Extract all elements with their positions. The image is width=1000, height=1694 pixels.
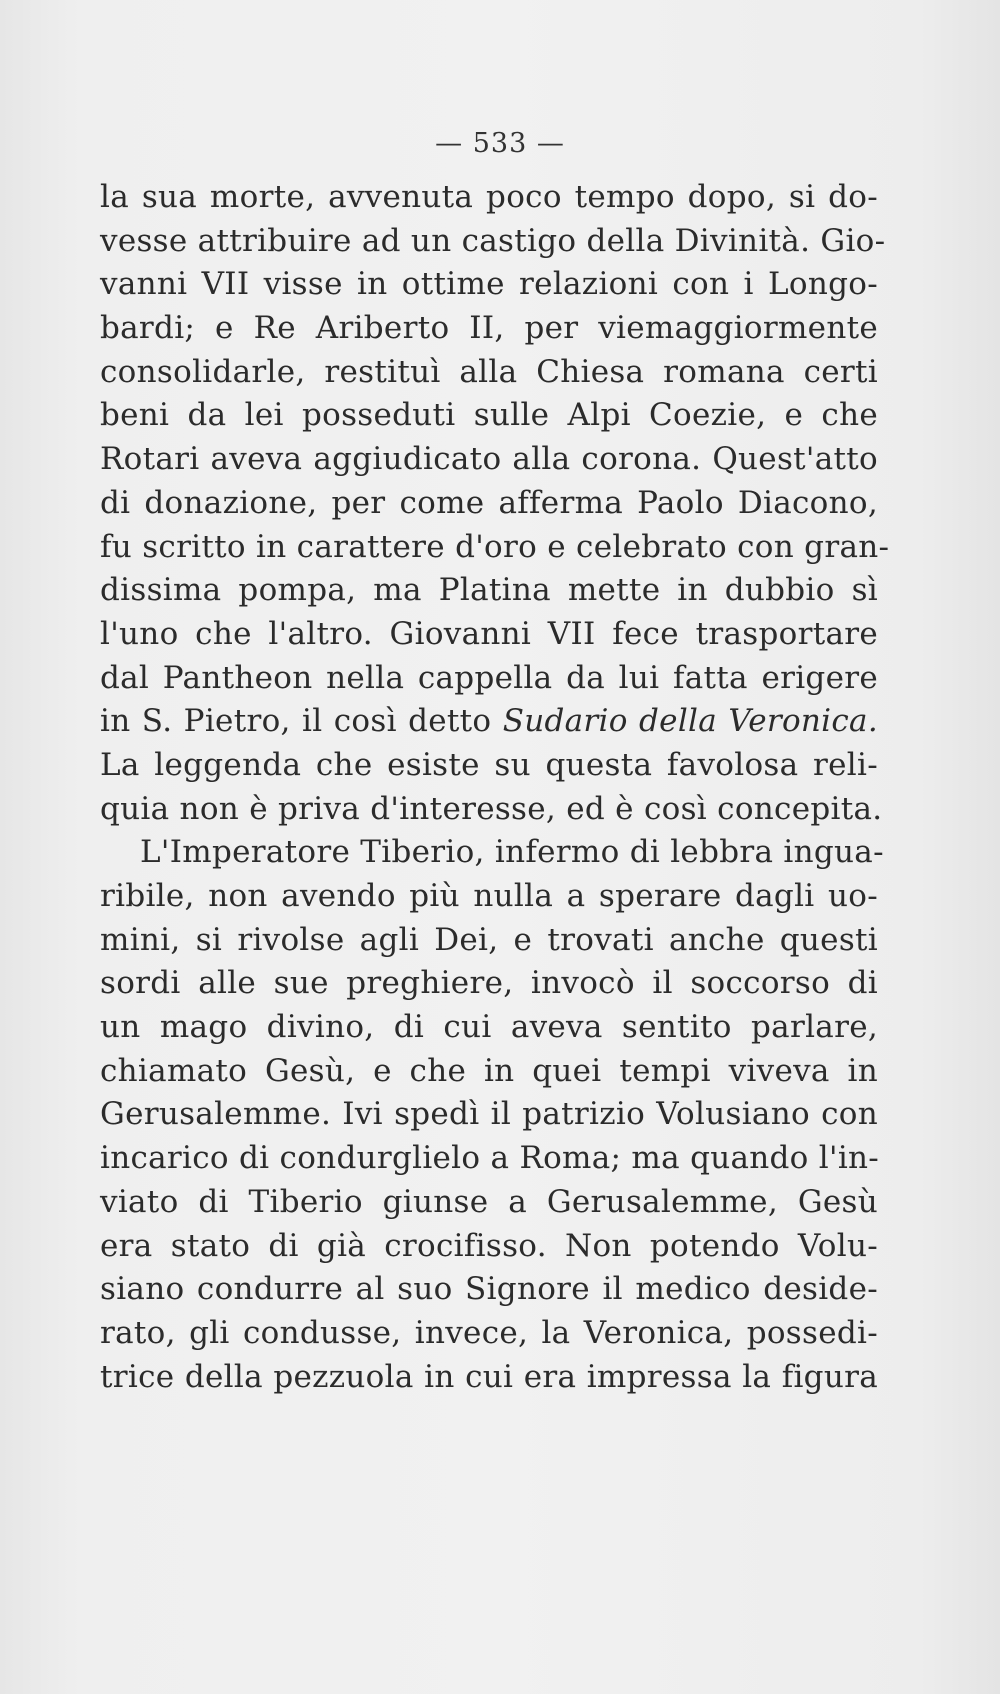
text-line: dissima pompa, ma Platina mette in dubbio sì (100, 572, 878, 609)
text-line-with-italic (100, 700, 878, 744)
line-prefix: in S. Pietro, il così detto (100, 703, 492, 740)
body-text (100, 176, 890, 1399)
text-line: la sua morte, avvenuta poco tempo dopo, si do- (100, 179, 878, 215)
text-line: rato, gli condusse, invece, la Veronica, possedi- (100, 1314, 878, 1351)
text-line: incarico di condurglielo a Roma; ma quando l'in- (100, 1140, 880, 1177)
paragraph-first-line: L'Imperatore Tiberio, infermo di lebbra ingua- (140, 834, 884, 871)
text-line: beni da lei posseduti sulle Alpi Coezie, e che (100, 397, 878, 434)
text-line: fu scritto in carattere d'oro e celebrato con gran- (100, 528, 890, 565)
text-line: bardi; e Re Ariberto II, per viemaggiormente (100, 310, 878, 347)
text-line: vanni VII visse in ottime relazioni con i Longo- (100, 266, 878, 303)
text-line: l'uno che l'altro. Giovanni VII fece trasportare (100, 615, 878, 652)
text-line: ribile, non avendo più nulla a sperare dagli uo- (100, 878, 878, 914)
text-line: era stato di già crocifisso. Non potendo Volu- (100, 1227, 878, 1264)
text-line: consolidarle, restituì alla Chiesa romana certi (100, 353, 878, 390)
text-line: chiamato Gesù, e che in quei tempi viveva in (100, 1052, 878, 1089)
text-line: di donazione, per come afferma Paolo Diacono, (100, 484, 878, 521)
text-line: trice della pezzuola in cui era impressa la figura (100, 1358, 878, 1395)
text-line: quia non è priva d'interesse, ed è così concepita. (100, 790, 883, 827)
text-line: Gerusalemme. Ivi spedì il patrizio Volusiano con (100, 1096, 878, 1133)
page-number: — 533 — (435, 128, 565, 159)
text-line: vesse attribuire ad un castigo della Divinità. Gio- (100, 222, 886, 259)
text-line: un mago divino, di cui aveva sentito parlare, (100, 1009, 878, 1046)
text-line: La leggenda che esiste su questa favolosa reli- (100, 746, 878, 783)
text-line: siano condurre al suo Signore il medico deside- (100, 1271, 878, 1308)
text-line: dal Pantheon nella cappella da lui fatta erigere (100, 659, 878, 696)
text-line: viato di Tiberio giunse a Gerusalemme, Gesù (100, 1183, 878, 1220)
text-line: sordi alle sue preghiere, invocò il soccorso di (100, 965, 878, 1002)
text-line: Rotari aveva aggiudicato alla corona. Quest'atto (100, 441, 878, 478)
italic-title: Sudario della Veronica. (502, 703, 878, 740)
text-line: mini, si rivolse agli Dei, e trovati anche questi (100, 921, 878, 958)
